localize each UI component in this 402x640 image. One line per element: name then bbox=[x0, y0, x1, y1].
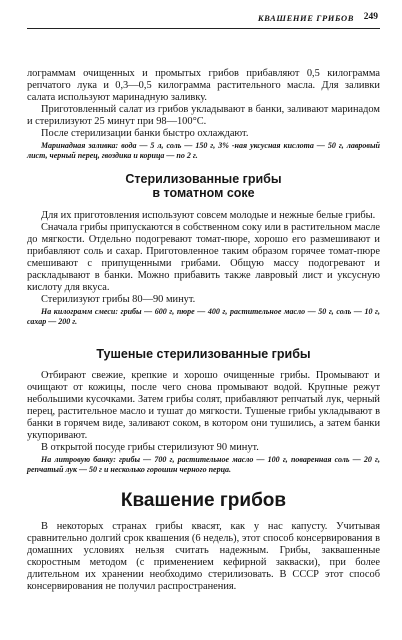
section-tomato-body bbox=[27, 210, 380, 327]
section-stewed-body bbox=[27, 370, 380, 475]
intro-note: Маринадная заливка: вода — 5 л, соль — 150 г, 3% -ная уксусная кислота — 50 г, лавровый лист, черный перец, гвоздика и корица — по 2 г. bbox=[27, 141, 380, 160]
intro-paragraph-1: лограммам очищенных и промытых грибов прибавляют 0,5 килограмма репчатого лука и 0,3—0,5 килограмма растительного масла. Для заливки салата используют маринадную заливку. bbox=[27, 68, 380, 103]
running-head bbox=[27, 12, 380, 29]
stewed-paragraph-2: В открытой посуде грибы стерилизуют 90 минут. bbox=[41, 442, 259, 453]
stewed-paragraph-1: Отбирают свежие, крепкие и хорошо очищенные грибы. Промывают и очищают от кожицы, после чего снова промывают водой. Крупные режут небольшими кусочками. Затем грибы солят, прибавляют репчатый лук, черный перец, растительное масло и тушат до мягкости. Тушеные грибы укладывают в банки в горячем виде, заливают соком, в котором они тушились, а затем банки укупоривают. bbox=[27, 370, 380, 441]
section-tomato-heading bbox=[27, 172, 380, 200]
pickling-paragraph-1: В некоторых странах грибы квасят, как у нас капусту. Учитывая сравнительно долгий срок квашения (6 недель), этот способ консервирования в домашних условиях нельзя считать надежным. Грибы, заквашенные скоростным методом (с применением кефирной закваски), при более длительном их хранении необходимо стерилизовать. В СССР этот способ консервирования не получил распространения. bbox=[27, 521, 380, 592]
section-tomato-title-line-2: в томатном соке bbox=[152, 186, 255, 200]
section-pickling-title: Квашение грибов bbox=[120, 490, 287, 511]
intro-paragraph-3: После стерилизации банки быстро охлаждают. bbox=[41, 128, 249, 139]
stewed-note: На литровую банку: грибы — 700 г, растительное масло — 100 г, поваренная соль — 20 г, репчатый лук — 50 г и несколько горошин черного перца. bbox=[27, 455, 380, 474]
section-tomato-title-line-1: Стерилизованные грибы bbox=[125, 172, 282, 186]
tomato-paragraph-3: Стерилизуют грибы 80—90 минут. bbox=[41, 294, 196, 305]
tomato-paragraph-1: Для их приготовления используют совсем молодые и нежные белые грибы. bbox=[41, 210, 376, 221]
section-pickling-heading bbox=[27, 490, 380, 512]
intro-paragraph-2: Приготовленный салат из грибов укладывают в банки, заливают маринадом и стерилизуют 25 минут при 98—100°С. bbox=[27, 104, 380, 127]
running-title: КВАШЕНИЕ ГРИБОВ bbox=[257, 13, 354, 23]
tomato-paragraph-2: Сначала грибы припускаются в собственном соку или в растительном масле до мягкости. Отдельно подогревают томат-пюре, хорошо его размешивают и прибавляют соль и сахар. Приготовленное таким образом горячее томат-пюре смешивают с припущенными грибами. Общую массу подогревают и раскладывают в банки. Можно прибавить также лавровый лист и уксусную кислоту для вкуса. bbox=[27, 222, 380, 293]
tomato-note: На килограмм смеси: грибы — 600 г, пюре — 400 г, растительное масло — 50 г, соль — 10 г, сахар — 200 г. bbox=[27, 307, 380, 326]
section-stewed-title: Тушеные стерилизованные грибы bbox=[96, 347, 311, 361]
intro-block bbox=[27, 68, 380, 161]
page-number: 249 bbox=[363, 12, 378, 22]
section-stewed-heading bbox=[27, 347, 380, 361]
section-pickling-body bbox=[27, 521, 380, 593]
